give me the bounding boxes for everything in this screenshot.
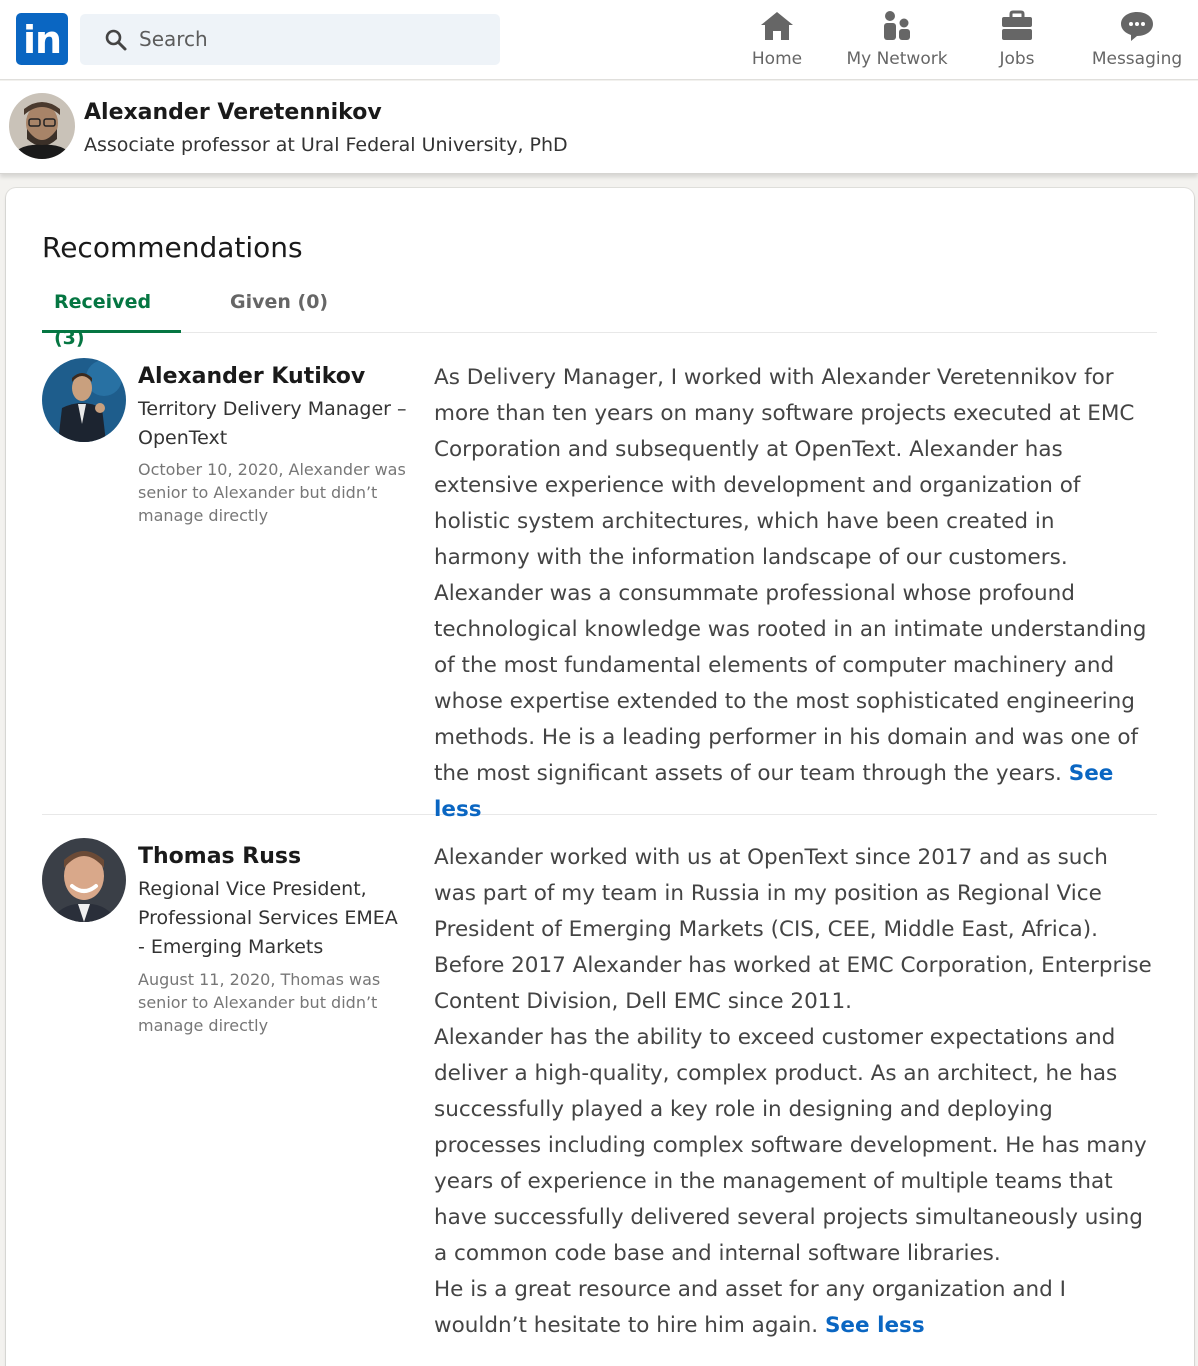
recommendation-paragraph: As Delivery Manager, I worked with Alexander Veretennikov for more than ten years on many software projects executed at EMC Corporation and subsequently at OpenText. Alexander has extensive experience with development and organization of holistic system architectures, which have been created in harmony with the information landscape of our customers. Alexander was a consummate professional whose profound technological knowledge was rooted in an intimate understanding of the most fundamental elements of computer machinery and whose expertise extended to the most sophisticated engineering methods. He is a leading performer in his domain and was one of the most significant assets of our team through the years. [434, 365, 1147, 786]
recommendation-paragraph: Alexander worked with us at OpenText since 2017 and as such was part of my team in Russia in my position as Regional Vice President of Emerging Markets (CIS, CEE, Middle East, Africa). Before 2017 Alexander has worked at EMC Corporation, Enterprise Content Division, Dell EMC since 2011. [434, 845, 1152, 1014]
see-less-link[interactable]: See less [824, 1313, 925, 1338]
search-input[interactable]: Search [139, 27, 208, 51]
linkedin-logo[interactable]: in [16, 13, 68, 65]
profile-avatar[interactable] [9, 93, 75, 159]
nav-my-network-label: My Network [846, 49, 948, 69]
recommendation-text [434, 840, 1156, 1344]
nav-home-label: Home [751, 49, 803, 69]
recommendation-paragraph: He is a great resource and asset for any organization and I wouldn’t hesitate to hire him again. [434, 1277, 1067, 1338]
recommender-title: Territory Delivery Manager – OpenText [138, 398, 407, 449]
nav-jobs[interactable] [952, 6, 1082, 76]
recommendation-meta: October 10, 2020, Alexander was senior to Alexander but didn’t manage directly [138, 460, 406, 525]
section-title: Recommendations [42, 231, 303, 264]
messaging-icon [1119, 10, 1155, 42]
recommender-avatar[interactable] [42, 358, 126, 442]
profile-header [0, 81, 1198, 174]
recommender-name[interactable]: Alexander Kutikov [138, 364, 366, 389]
recommendation-item [42, 358, 1157, 822]
recommendation-meta: August 11, 2020, Thomas was senior to Alexander but didn’t manage directly [138, 970, 381, 1035]
profile-name: Alexander Veretennikov [84, 100, 382, 125]
recommendation-item [42, 838, 1157, 1366]
tab-given[interactable]: Given (0) [230, 291, 329, 313]
recommendation-paragraph-last [434, 1272, 1156, 1344]
recommendation-paragraph: Alexander has the ability to exceed customer expectations and deliver a high-quality, complex product. As an architect, he has successfully played a key role in designing and deploying processes including complex software development. He has many years of experience in the management of multiple teams that have successfully delivered several projects simultaneously using a common code base and internal software libraries. [434, 1025, 1147, 1266]
see-less-link[interactable]: See less [434, 761, 1114, 822]
briefcase-icon [999, 10, 1035, 42]
recommendations-card [6, 188, 1194, 1366]
profile-headline: Associate professor at Ural Federal University, PhD [84, 134, 568, 156]
search-box[interactable] [80, 14, 500, 65]
recommendations-tabs [42, 284, 1157, 349]
recommender-name[interactable]: Thomas Russ [138, 844, 302, 869]
nav-messaging-label: Messaging [1091, 49, 1183, 69]
search-icon [104, 28, 128, 52]
recommendation-text [434, 360, 1156, 828]
home-icon [759, 10, 795, 42]
nav-my-network[interactable] [832, 6, 962, 76]
nav-home[interactable] [712, 6, 842, 76]
nav-jobs-label: Jobs [999, 49, 1035, 69]
top-nav [0, 0, 1198, 80]
recommender-title: Regional Vice President, Professional Services EMEA - Emerging Markets [138, 878, 398, 958]
tab-received[interactable]: Received (3) [42, 284, 181, 333]
nav-messaging[interactable] [1072, 6, 1198, 76]
recommender-avatar[interactable] [42, 838, 126, 922]
network-icon [879, 10, 915, 42]
